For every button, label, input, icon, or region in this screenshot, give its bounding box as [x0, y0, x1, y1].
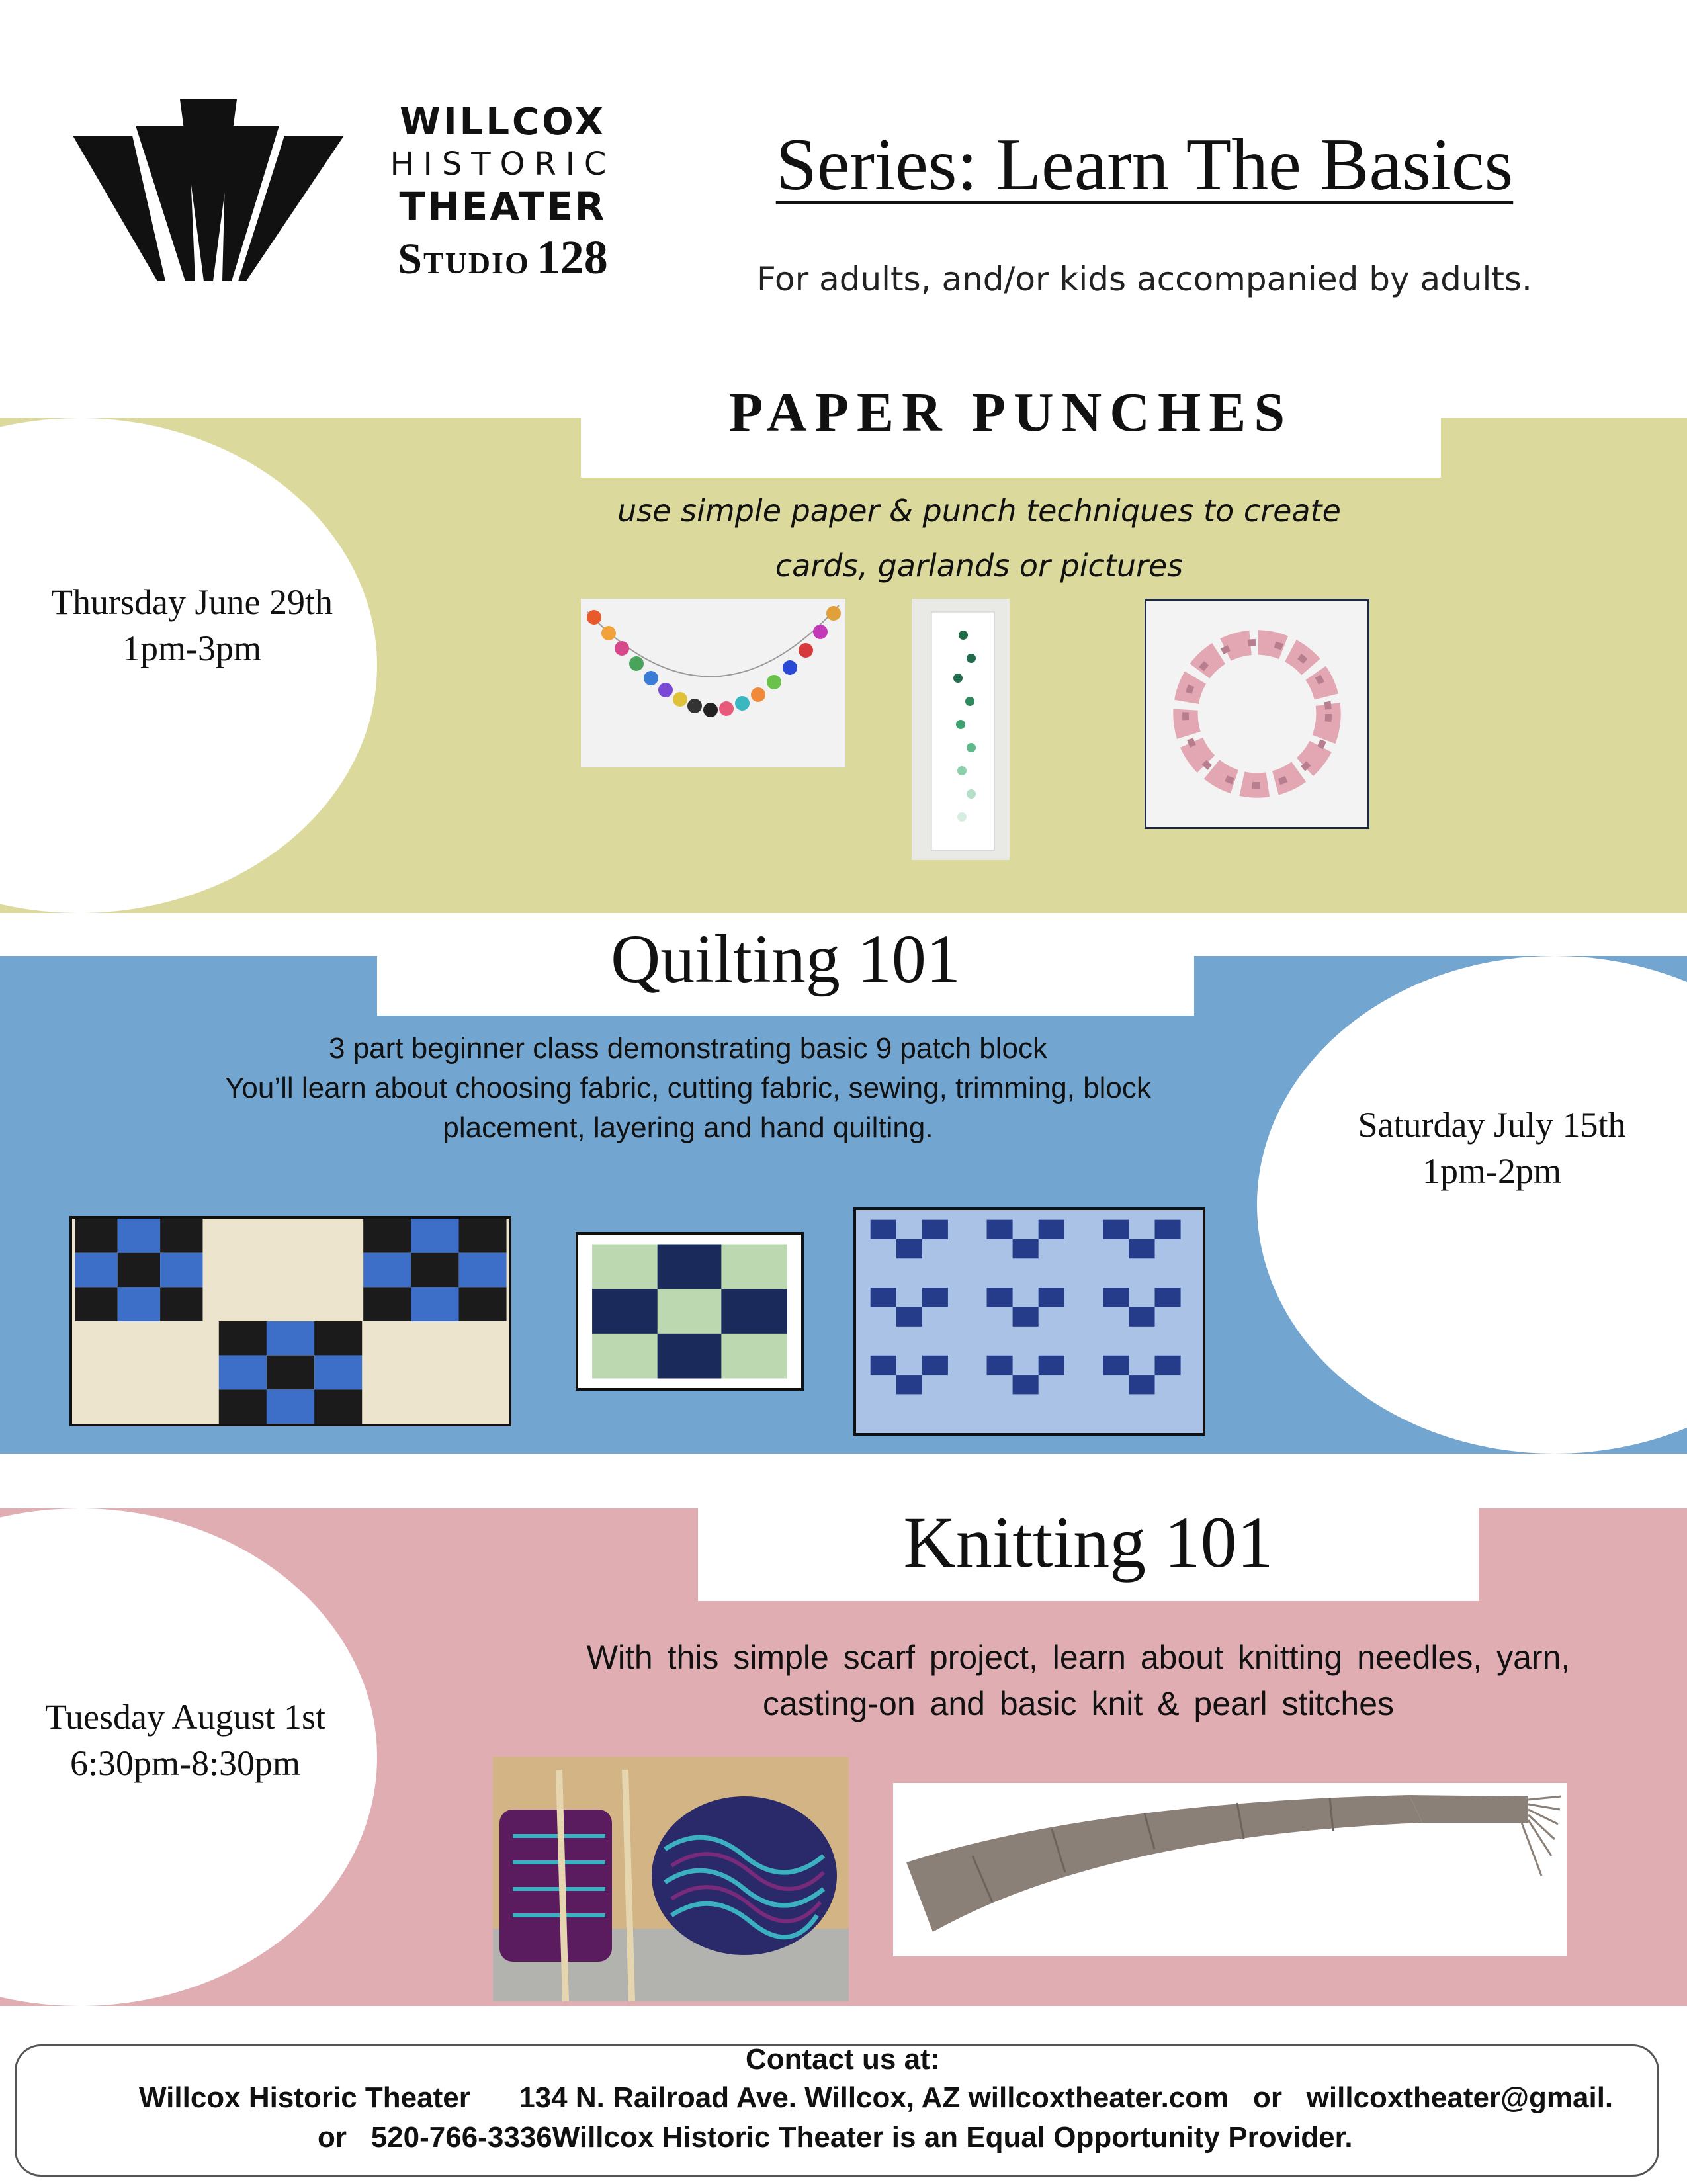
paper-desc-line2: cards, garlands or pictures — [775, 548, 1184, 584]
heart-garland-photo — [581, 599, 845, 767]
yarn-needles-photo — [493, 1757, 849, 2001]
quilt-date-circle — [1257, 956, 1687, 1454]
contact-or-1: or — [1252, 2081, 1282, 2114]
knitted-scarf-photo — [893, 1783, 1567, 1956]
paper-date: Thursday June 29th — [51, 582, 333, 622]
quilt-description — [165, 1029, 1211, 1148]
contact-line-1 — [139, 2081, 1613, 2115]
quilt-desc-line1: 3 part beginner class demonstrating basic 9 patch block — [329, 1032, 1047, 1065]
paper-punches-title: PAPER PUNCHES — [728, 382, 1293, 443]
logo-line-theater: THEATER — [399, 184, 607, 229]
contact-line-2 — [318, 2121, 1353, 2154]
paper-desc-line1: use simple paper & punch techniques to create — [617, 493, 1341, 529]
audience-note: For adults, and/or kids accompanied by adults. — [757, 260, 1532, 298]
contact-or-2: or — [318, 2121, 347, 2154]
knit-description — [503, 1634, 1654, 1727]
contact-address: 134 N. Railroad Ave. Willcox, AZ — [519, 2081, 961, 2114]
quilt-desc-line3: placement, layering and hand quilting. — [443, 1112, 933, 1144]
equal-opportunity-notice: Willcox Historic Theater is an Equal Opportunity Provider. — [552, 2121, 1353, 2154]
knitting-title: Knitting 101 — [903, 1502, 1274, 1583]
logo-line-studio — [370, 230, 635, 285]
quilt-schedule — [1313, 1102, 1670, 1194]
paper-schedule — [20, 579, 364, 672]
series-title: Series: Learn The Basics — [775, 124, 1514, 206]
contact-name: Willcox Historic Theater — [139, 2081, 470, 2114]
contact-heading: Contact us at: — [746, 2043, 940, 2075]
knit-time: 6:30pm-8:30pm — [70, 1743, 300, 1783]
contact-phone[interactable]: 520-766-3336 — [370, 2121, 552, 2154]
logo-studio-word: Studio — [398, 235, 530, 283]
dragonfly-card-photo — [912, 599, 1010, 860]
paper-time: 1pm-3pm — [122, 629, 261, 668]
quilt-date: Saturday July 15th — [1358, 1105, 1626, 1145]
logo-line-historic: HISTORIC — [390, 146, 616, 183]
butterfly-wreath-photo — [1145, 599, 1369, 829]
knit-date: Tuesday August 1st — [44, 1697, 326, 1737]
knit-schedule — [13, 1694, 357, 1786]
blue-quilt-photo — [853, 1207, 1205, 1436]
single-block-photo — [576, 1232, 804, 1391]
quilt-time: 1pm-2pm — [1422, 1151, 1561, 1191]
theater-logo-text — [370, 99, 648, 284]
knit-desc-line2: casting-on and basic knit & pearl stitches — [762, 1685, 1395, 1722]
logo-line-willcox: WILLCOX — [400, 101, 606, 144]
knit-desc-line1: With this simple scarf project, learn about knitting needles, yarn, — [586, 1639, 1571, 1676]
quilt-desc-line2: You’ll learn about choosing fabric, cutting fabric, sewing, trimming, block — [225, 1072, 1151, 1104]
logo-studio-number: 128 — [536, 231, 608, 284]
theater-logo-mark — [73, 99, 344, 281]
contact-website[interactable]: willcoxtheater.com — [968, 2081, 1229, 2114]
nine-patch-quilt-photo — [69, 1216, 511, 1426]
quilting-title: Quilting 101 — [611, 921, 961, 997]
contact-email[interactable]: willcoxtheater@gmail. — [1306, 2081, 1614, 2114]
